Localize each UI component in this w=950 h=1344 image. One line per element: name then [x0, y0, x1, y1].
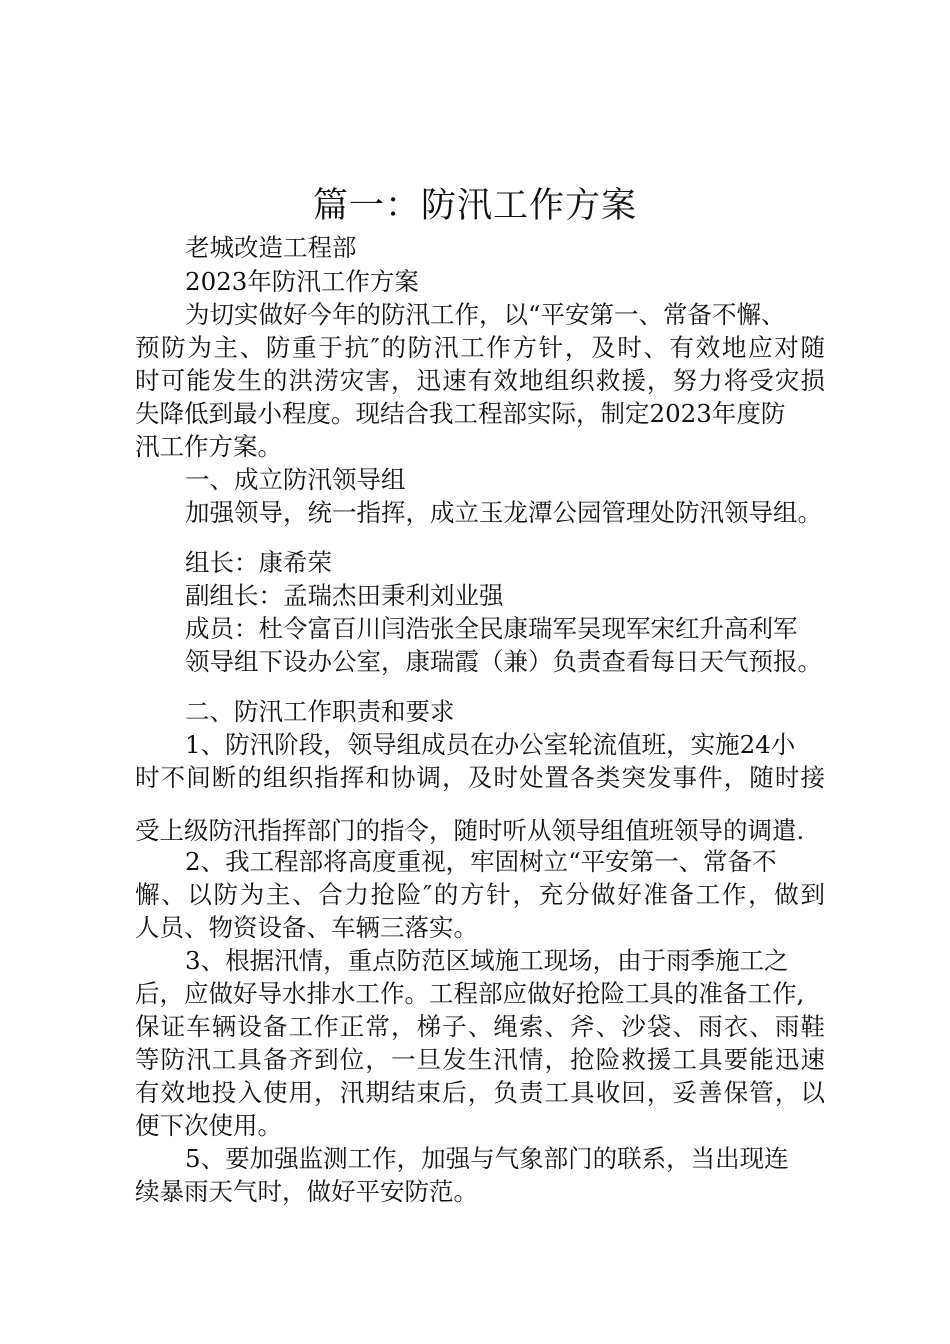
item-1-line-1: 1、防汛阶段，领导组成员在办公室轮流值班，实施24小	[185, 730, 796, 759]
item-3-line-1: 3、根据汛情，重点防范区域施工现场，由于雨季施工之	[185, 946, 789, 975]
item-1-line-3: 受上级防汛指挥部门的指令，随时听从领导组值班领导的调遣.	[135, 816, 805, 845]
item-3-line-3: 保证车辆设备工作正常，梯子、绳索、斧、沙袋、雨衣、雨鞋	[135, 1012, 825, 1041]
item-1-line-2: 时不间断的组织指挥和协调，及时处置各类突发事件，随时接	[135, 763, 825, 792]
intro-line-5: 汛工作方案。	[135, 432, 282, 461]
item-5-line-2: 续暴雨天气时，做好平安防范。	[135, 1177, 478, 1206]
intro-line-1: 为切实做好今年的防汛工作，以“平安第一、常备不懈、	[185, 300, 786, 329]
intro-line-3: 时可能发生的洪涝灾害，迅速有效地组织救援，努力将受灾损	[135, 366, 825, 395]
section-heading-2: 二、防汛工作职责和要求	[185, 697, 455, 726]
intro-line-2: 预防为主、防重于抗″的防汛工作方针，及时、有效地应对随	[135, 333, 825, 362]
item-3-line-4: 等防汛工具备齐到位，一旦发生汛情，抢险救援工具要能迅速	[135, 1045, 825, 1074]
group-leader: 组长：康希荣	[185, 548, 332, 577]
item-2-line-3: 人员、物资设备、车辆三落实。	[135, 913, 478, 942]
item-2-line-1: 2、我工程部将高度重视，牢固树立“平安第一、常备不	[185, 847, 777, 876]
office-note: 领导组下设办公室，康瑞霞（兼）负责查看每日天气预报。	[185, 647, 822, 676]
department-name: 老城改造工程部	[185, 233, 357, 262]
item-3-line-2: 后，应做好导水排水工作。工程部应做好抢险工具的准备工作,	[135, 979, 805, 1008]
item-3-line-6: 便下次使用。	[135, 1111, 282, 1140]
section-heading-1: 一、成立防汛领导组	[185, 465, 406, 494]
item-5-line-1: 5、要加强监测工作，加强与气象部门的联系，当出现连	[185, 1144, 789, 1173]
plan-name: 2023年防汛工作方案	[185, 267, 419, 296]
item-2-line-2: 懈、以防为主、合力抢险″的方针，充分做好准备工作，做到	[135, 880, 825, 909]
document-title: 篇一：防汛工作方案	[312, 186, 637, 226]
item-3-line-5: 有效地投入使用，汛期结束后，负责工具收回，妥善保管，以	[135, 1078, 825, 1107]
group-members: 成员：杜令富百川闫浩张全民康瑞军吴现军宋红升高利军	[185, 614, 798, 643]
intro-line-4: 失降低到最小程度。现结合我工程部实际，制定2023年度防	[135, 399, 786, 428]
leadership-paragraph: 加强领导，统一指挥，成立玉龙潭公园管理处防汛领导组。	[185, 498, 822, 527]
deputy-leaders: 副组长：孟瑞杰田秉利刘业强	[185, 581, 504, 610]
